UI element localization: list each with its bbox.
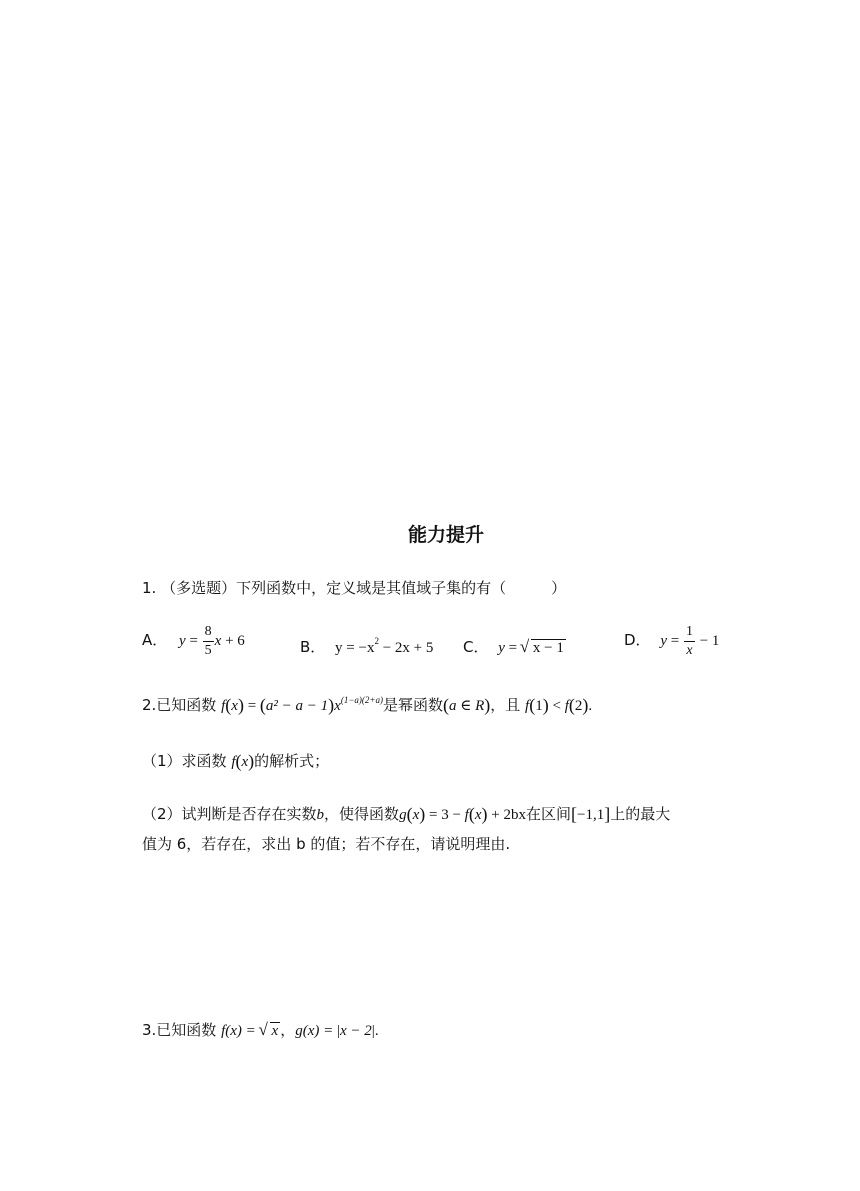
option-a-eq: = [185,632,202,649]
option-c-label: C． [463,638,489,656]
q3-abs-inner: x − 2 [340,1023,372,1039]
q2-mid: 是幂函数 [382,696,443,714]
option-d-eq: = [666,632,683,649]
question-2-stem: 2.已知函数 $f(x) = (a^2 - a - 1)x^{(1-a)(2+a)}$是幂函数(a ∈ R)，且 f(1) < f(2). [142,695,593,715]
question-2-part-2-line-2: 值为 6，若存在，求出 b 的值；若不存在，请说明理由. [142,835,511,853]
option-c-eq: = [504,640,521,656]
q2-x: x [231,698,238,714]
q2-two: 2 [574,698,583,714]
q2-lt: < [548,698,565,714]
question-2-part-2-line-1: （2）试判断是否存在实数b，使得函数g(x) = 3 − f(x) + 2bx在区间[−1,1]上的最大 [142,804,671,824]
q3-g-expr: g(x) = [295,1023,337,1039]
option-a-den: 5 [204,643,212,658]
option-d-label: D． [624,630,651,649]
q2-part1-f: f [231,754,236,770]
q2-ineq-f2: f [564,698,569,714]
option-a-fraction [203,625,214,658]
q2-part2-interval: −1,1 [576,807,605,823]
q2-part2-gx: x [412,807,420,823]
question-2-part-1: （1）求函数 f(x)的解析式； [142,751,330,771]
question-3-stem: 3.已知函数 f(x) = √ x ，g(x) = |x − 2|. [142,1019,379,1040]
q3-end: . [374,1023,379,1039]
q2-part2-text-b: ，使得函数 [324,805,400,823]
option-d-num: 1 [684,625,695,642]
q2-part1-x: x [241,754,249,770]
q2-part2-text-d: 上的最大 [610,805,671,823]
q2-part1-prefix: （1）求函数 [142,752,232,770]
q2-coefficient: a² − a − 1 [265,698,329,714]
question-1-stem: 1. （多选题）下列函数中，定义域是其值域子集的有（ ） [142,579,567,597]
q2-part2-b: b [316,807,325,823]
q2-eq: = [243,698,260,714]
option-b-sup: 2 [374,636,379,646]
q1-option-c [463,636,566,657]
q2-f: f [221,698,226,714]
option-d-tail: − 1 [695,632,720,649]
q2-mid2: ，且 [490,696,526,714]
q2-part2-text-c: 在区间 [525,805,571,823]
q1-option-d [624,625,719,658]
option-d-den: x [686,643,693,658]
q2-part2-fx: x [474,807,482,823]
q2-exponent: (1−a)(2+a) [340,695,383,705]
q1-option-a [142,625,245,658]
q2-part1-suffix: 的解析式； [254,752,330,770]
q2-part2-text-a: （2）试判断是否存在实数 [142,805,317,823]
q2-base: x [334,698,341,714]
option-d-fraction [684,625,695,658]
option-b-tail: − 2x + 5 [378,640,434,656]
option-a-label: A． [142,630,168,649]
q3-sep: ， [280,1021,296,1039]
q2-ineq-f1: f [525,698,530,714]
q2-condition: a ∈ R [448,698,485,714]
q3-f-expr: f(x) = [221,1023,260,1039]
q2-part2-g: g [399,807,407,823]
q2-end: . [588,698,593,714]
q1-option-b [300,636,433,657]
option-b-expr: y = −x [335,640,375,656]
q3-prefix: 3.已知函数 [142,1021,222,1039]
option-a-var: x [214,632,222,649]
option-c-lhs: y [498,640,505,656]
q2-one: 1 [535,698,543,714]
option-c-radicand: x − 1 [532,640,564,656]
option-a-num: 8 [203,625,214,642]
q2-part2-expr: = 3 − [425,807,465,823]
q2-part2-f: f [464,807,469,823]
option-c-sqrt [521,640,566,657]
option-a-tail: + 6 [221,632,245,649]
q2-part2-expr2: + 2bx [487,807,526,823]
option-a-lhs: y [179,632,186,649]
section-title: 能力提升 [408,524,485,546]
q2-prefix: 2.已知函数 [142,696,222,714]
q3-sqrt [260,1023,281,1040]
option-b-label: B． [300,638,326,656]
option-d-lhs: y [660,632,667,649]
q3-radicand: x [271,1023,279,1039]
